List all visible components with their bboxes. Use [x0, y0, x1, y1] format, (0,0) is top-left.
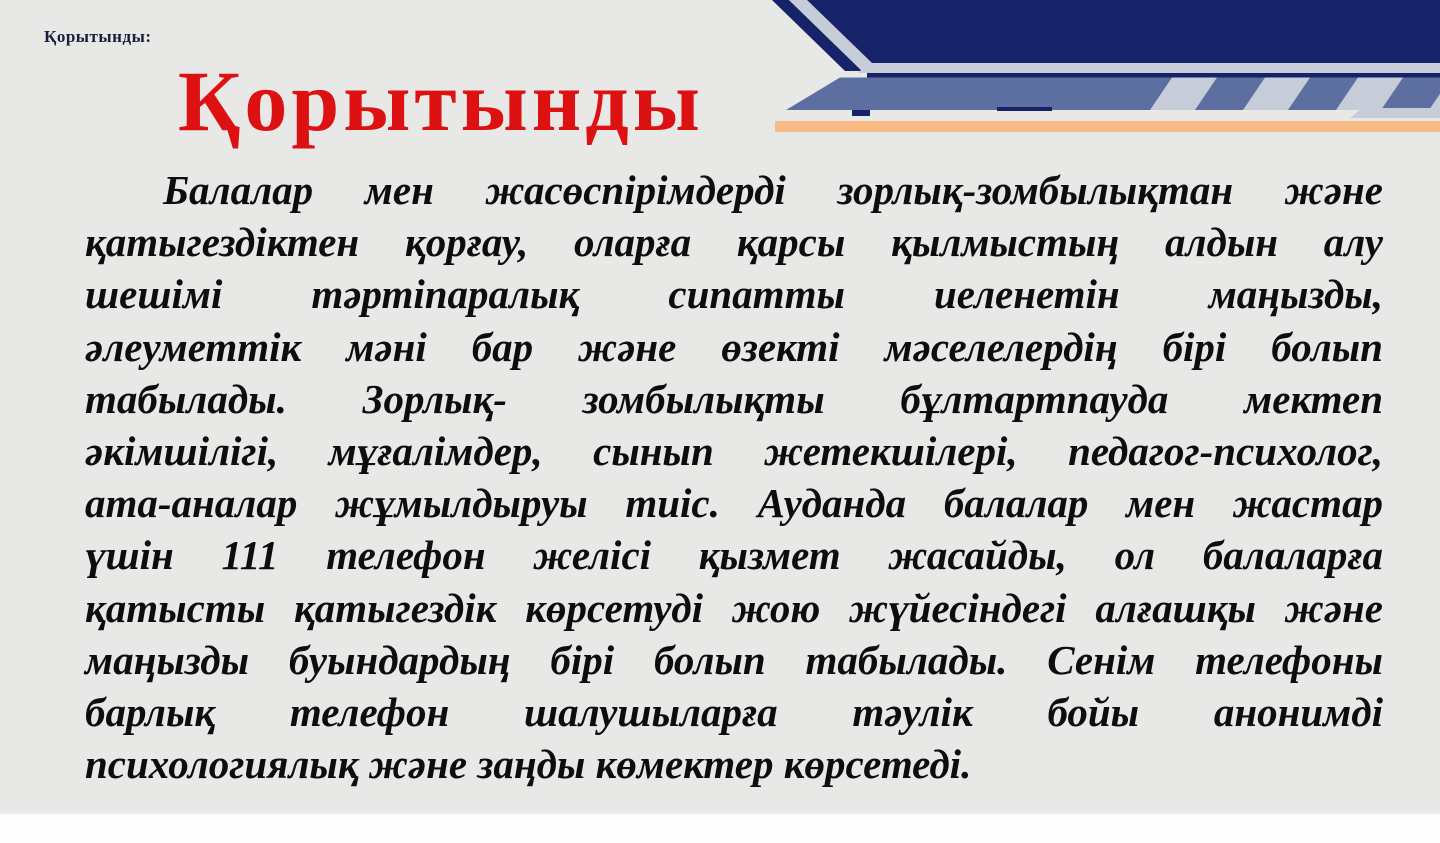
- banner-diagonal-gray-stripe: [789, 0, 880, 71]
- body-text-line: маңызды буындардың бірі болып табылады. Сенім телефоны: [85, 636, 1383, 683]
- body-text-line: шешімі тәртіпаралық сипатты иеленетін маңызды,: [85, 271, 1383, 318]
- body-text-line: әлеуметтік мәні бар және өзекті мәселелердің бірі болып: [85, 323, 1383, 370]
- slide-corner-label: Қорытынды:: [44, 27, 152, 46]
- body-text-line: психологиялық және заңды көмектер көрсетеді.: [85, 741, 972, 788]
- banner-navy-block: [807, 0, 1440, 63]
- body-text-line: қатысты қатыгездік көрсетуді жою жүйесіндегі алғашқы және: [85, 584, 1383, 631]
- banner-navy-thin-line: [867, 73, 1440, 78]
- slide-title: Қорытынды: [178, 53, 704, 149]
- orange-accent-bar: [775, 121, 1440, 132]
- banner-slate-band: [786, 78, 1440, 111]
- body-text-line: ата-аналар жұмылдыруы тиіс. Ауданда балалар мен жастар: [85, 480, 1383, 527]
- body-text-block: [85, 164, 1383, 790]
- banner-diagonal-navy-strip: [772, 0, 862, 71]
- body-text-line: үшін 111 телефон желісі қызмет жасайды, ол балаларға: [85, 532, 1383, 579]
- banner-gray-corner-fragment: [1350, 108, 1440, 118]
- body-text-line: Балалар мен жасөспірімдерді зорлық-зомбылықтан және: [163, 167, 1383, 213]
- bottom-white-strip: [0, 812, 1440, 843]
- body-text-line: барлық телефон шалушыларға тәулік бойы анонимді: [85, 689, 1383, 736]
- body-text-line: қатыгездіктен қорғау, оларға қарсы қылмыстың алдын алу: [85, 219, 1383, 266]
- body-text-line: табылады. Зорлық- зомбылықты бұлтартпауда мектеп: [85, 375, 1383, 422]
- banner-navy-fragment-1: [852, 110, 870, 116]
- body-text-line: әкімшілігі, мұғалімдер, сынып жетекшілері, педагог-психолог,: [85, 428, 1383, 475]
- banner-navy-fragment-2: [997, 107, 1052, 111]
- banner-gray-horizontal-stripe: [858, 63, 1440, 73]
- banner-hatch-stripes: [1150, 78, 1440, 111]
